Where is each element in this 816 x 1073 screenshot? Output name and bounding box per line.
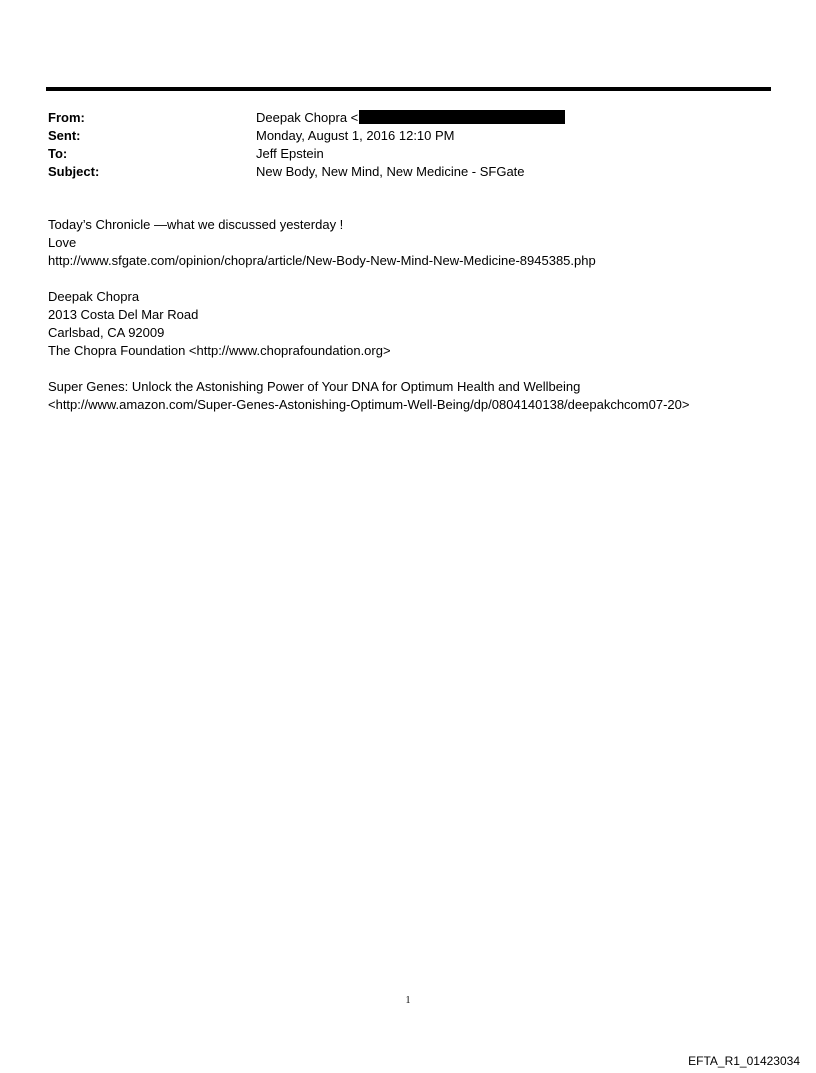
to-label: To: [48,146,68,161]
sent-row [48,127,768,145]
subject-label: Subject: [48,164,100,179]
from-value [256,109,768,127]
to-value: Jeff Epstein [256,146,324,161]
article-link[interactable]: http://www.sfgate.com/opinion/chopra/article/New-Body-New-Mind-New-Medicine-8945385.php [48,253,596,268]
spacer [48,360,788,378]
body-line-2: Love [48,235,77,250]
page-number: 1 [405,995,411,1006]
spacer [48,270,788,288]
redaction-box [359,110,565,124]
body-line-1: Today’s Chronicle —what we discussed yesterday ! [48,217,344,232]
bates-number: EFTA_R1_01423034 [688,1054,800,1068]
email-header [48,109,768,181]
from-label: From: [48,110,85,125]
signature-address-1: 2013 Costa Del Mar Road [48,307,199,322]
header-rule [46,87,771,91]
signature-name: Deepak Chopra [48,289,140,304]
email-body [48,216,788,414]
sent-label: Sent: [48,128,81,143]
subject-value: New Body, New Mind, New Medicine - SFGate [256,164,525,179]
from-row [48,109,768,127]
sent-value: Monday, August 1, 2016 12:10 PM [256,128,455,143]
to-row [48,145,768,163]
signature-address-2: Carlsbad, CA 92009 [48,325,165,340]
book-link[interactable]: <http://www.amazon.com/Super-Genes-Astonishing-Optimum-Well-Being/dp/0804140138/deepakchcom07-20> [48,397,690,412]
book-title: Super Genes: Unlock the Astonishing Power of Your DNA for Optimum Health and Wellbeing [48,379,581,394]
from-text: Deepak Chopra < [256,110,359,125]
signature-foundation[interactable]: The Chopra Foundation <http://www.choprafoundation.org> [48,343,391,358]
subject-row [48,163,768,181]
